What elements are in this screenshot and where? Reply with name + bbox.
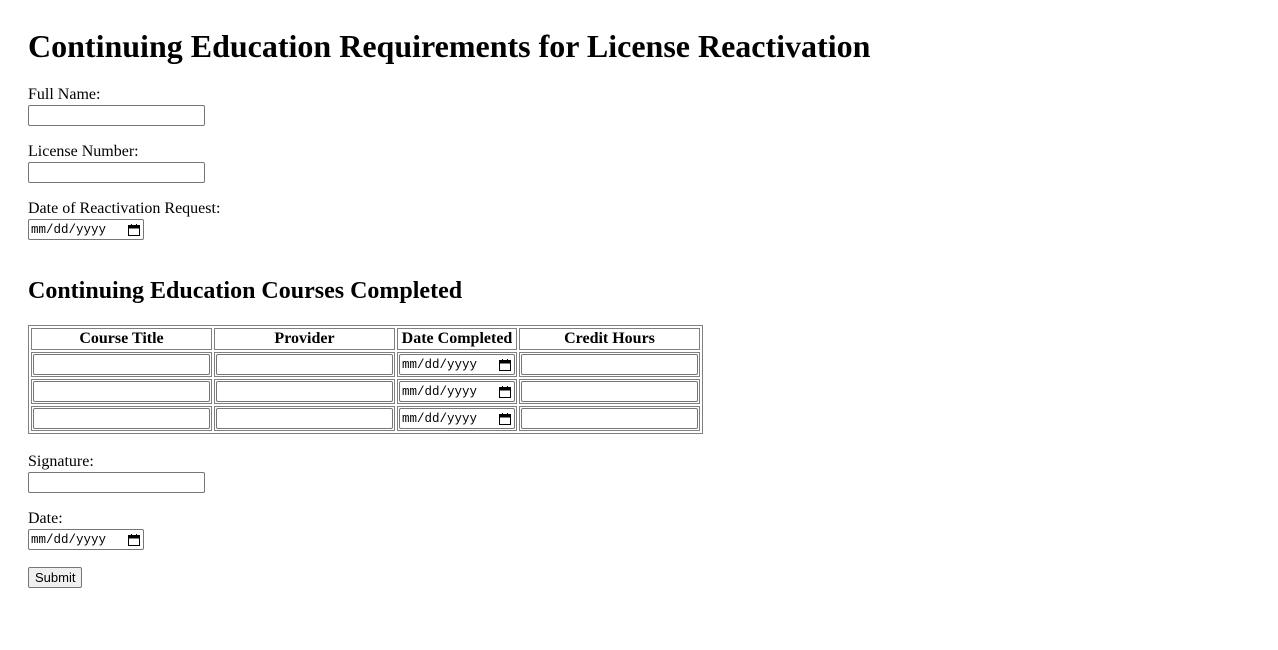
- calendar-icon[interactable]: [128, 534, 140, 546]
- table-row: [31, 379, 700, 404]
- column-header-provider: Provider: [214, 328, 395, 350]
- license-number-input[interactable]: [28, 162, 205, 183]
- provider-input[interactable]: [216, 408, 393, 429]
- date-completed-input[interactable]: [399, 408, 515, 429]
- course-title-input[interactable]: [33, 408, 210, 429]
- credit-hours-input[interactable]: [521, 354, 698, 375]
- table-row: [31, 406, 700, 431]
- reactivation-date-placeholder: mm/dd/yyyy: [31, 222, 107, 237]
- full-name-input[interactable]: [28, 105, 205, 126]
- sign-date-input[interactable]: [28, 529, 144, 550]
- calendar-icon[interactable]: [499, 413, 511, 425]
- column-header-course-title: Course Title: [31, 328, 212, 350]
- date-completed-placeholder: mm/dd/yyyy: [402, 357, 478, 372]
- courses-table: [28, 325, 703, 434]
- signature-label: Signature:: [28, 453, 94, 470]
- column-header-date-completed: Date Completed: [397, 328, 517, 350]
- reactivation-date-input[interactable]: [28, 219, 144, 240]
- credit-hours-input[interactable]: [521, 408, 698, 429]
- reactivation-date-label: Date of Reactivation Request:: [28, 200, 221, 217]
- calendar-icon[interactable]: [499, 386, 511, 398]
- license-number-group: [28, 143, 205, 183]
- sign-date-label: Date:: [28, 510, 63, 527]
- provider-input[interactable]: [216, 381, 393, 402]
- full-name-label: Full Name:: [28, 86, 101, 103]
- signature-group: [28, 453, 205, 493]
- license-number-label: License Number:: [28, 143, 139, 160]
- full-name-group: [28, 86, 205, 126]
- calendar-icon[interactable]: [499, 359, 511, 371]
- column-header-credit-hours: Credit Hours: [519, 328, 700, 350]
- credit-hours-input[interactable]: [521, 381, 698, 402]
- courses-section-title: Continuing Education Courses Completed: [28, 278, 463, 304]
- calendar-icon[interactable]: [128, 224, 140, 236]
- course-title-input[interactable]: [33, 354, 210, 375]
- reactivation-date-group: [28, 200, 220, 240]
- date-completed-input[interactable]: [399, 381, 515, 402]
- signature-input[interactable]: [28, 472, 205, 493]
- date-completed-placeholder: mm/dd/yyyy: [402, 384, 478, 399]
- courses-header-row: [31, 328, 700, 350]
- table-row: [31, 352, 700, 377]
- date-completed-input[interactable]: [399, 354, 515, 375]
- sign-date-group: [28, 510, 144, 550]
- course-title-input[interactable]: [33, 381, 210, 402]
- provider-input[interactable]: [216, 354, 393, 375]
- page-title: Continuing Education Requirements for License Reactivation: [28, 28, 871, 64]
- date-completed-placeholder: mm/dd/yyyy: [402, 411, 478, 426]
- submit-button[interactable]: Submit: [28, 567, 82, 588]
- sign-date-placeholder: mm/dd/yyyy: [31, 532, 107, 547]
